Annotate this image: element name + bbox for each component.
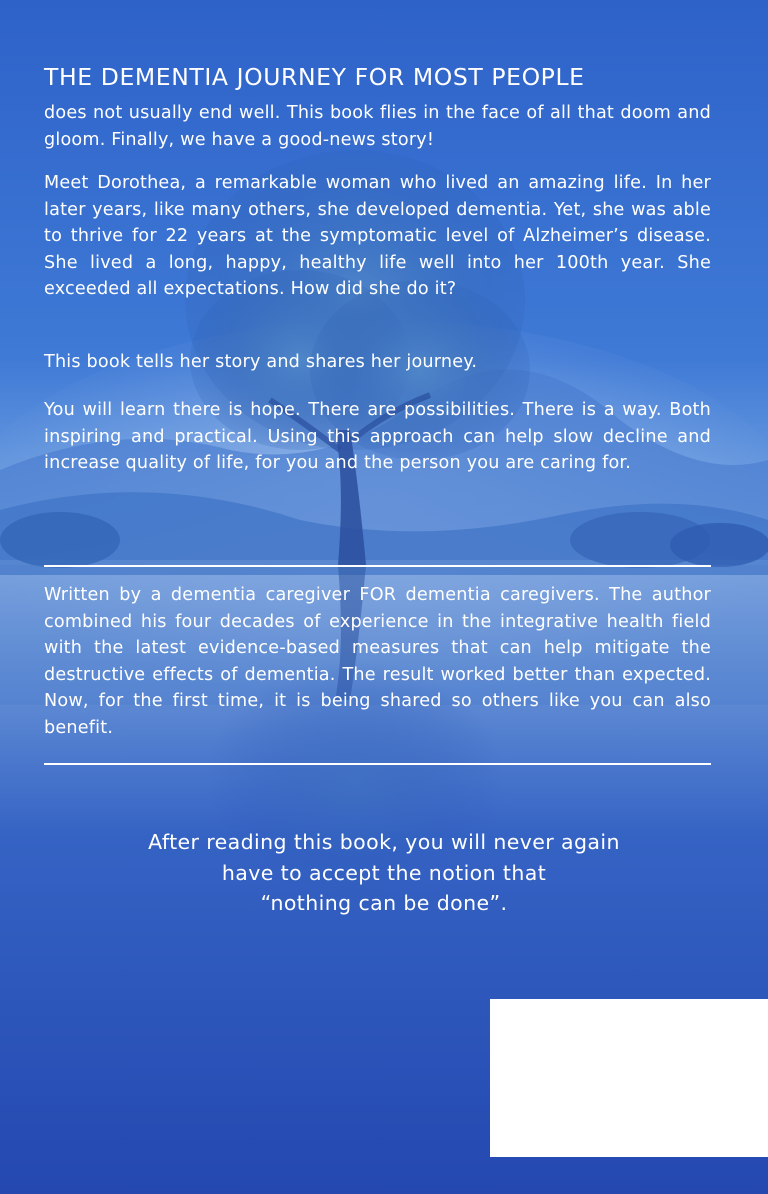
dorothea-paragraph: Meet Dorothea, a remarkable woman who lived an amazing life. In her later years, like many others, she developed dementia. Yet, she was able to thrive for 22 years at the symptomatic level of Alzheimer’s disease. She lived a long, happy, healthy life well into her 100th year. She exceeded all expectations. How did she do it? [44,173,711,300]
divider-bottom [44,763,711,765]
closing-line-2: have to accept the notion that [221,860,547,885]
closing-line-3: “nothing can be done”. [260,891,508,915]
closing-statement [0,827,768,919]
hope-paragraph: You will learn there is hope. There are possibilities. There is a way. Both inspiring and practical. Using this approach can help slow decline and increase quality of life, for you and the person you are caring for. [44,400,711,474]
author-paragraph: Written by a dementia caregiver FOR dementia caregivers. The author combined his four decades of experience in the integrative health field with the latest evidence-based measures that can help mitigate the destructive effects of dementia. The result worked better than expected. Now, for the first time, it is being shared so others like you can also benefit. [44,585,711,738]
story-paragraph: This book tells her story and shares her journey. [44,352,478,372]
divider-top [44,565,711,567]
heading: THE DEMENTIA JOURNEY FOR MOST PEOPLE [44,63,585,91]
closing-line-1: After reading this book, you will never again [148,830,620,854]
intro-paragraph: does not usually end well. This book flies in the face of all that doom and gloom. Finally, we have a good-news story! [44,103,711,150]
barcode-area [490,999,768,1157]
